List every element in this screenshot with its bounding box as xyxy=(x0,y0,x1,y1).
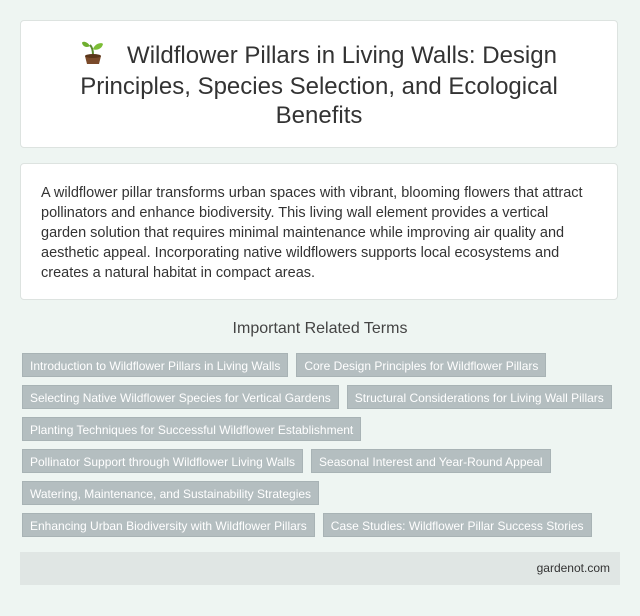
page-title xyxy=(21,39,617,130)
footer-site-link[interactable]: gardenot.com xyxy=(536,561,610,575)
related-term-tag[interactable]: Introduction to Wildflower Pillars in Living Walls xyxy=(22,353,288,377)
related-term-tag[interactable]: Case Studies: Wildflower Pillar Success Stories xyxy=(323,513,592,537)
description-text: A wildflower pillar transforms urban spaces with vibrant, blooming flowers that attract pollinators and enhance biodiversity. This living wall element provides a vertical garden solution that requires minimal maintenance while improving air quality and aesthetic appeal. Incorporating native wildflowers supports local ecosystems and creates a natural habitat in compact areas. xyxy=(41,185,583,281)
title-text: Wildflower Pillars in Living Walls: Design Principles, Species Selection, and Ecological Benefits xyxy=(80,41,558,129)
related-term-tag[interactable]: Structural Considerations for Living Wall Pillars xyxy=(347,385,612,409)
related-terms-list xyxy=(22,353,622,545)
related-terms-heading: Important Related Terms xyxy=(232,320,408,337)
related-term-tag[interactable]: Seasonal Interest and Year-Round Appeal xyxy=(311,449,551,473)
sprout-icon xyxy=(81,39,105,72)
related-term-tag[interactable]: Planting Techniques for Successful Wildflower Establishment xyxy=(22,417,361,441)
related-term-tag[interactable]: Core Design Principles for Wildflower Pillars xyxy=(296,353,546,377)
related-term-tag[interactable]: Enhancing Urban Biodiversity with Wildflower Pillars xyxy=(22,513,315,537)
title-card xyxy=(20,20,618,148)
related-term-tag[interactable]: Pollinator Support through Wildflower Living Walls xyxy=(22,449,303,473)
footer xyxy=(20,552,620,585)
related-term-tag[interactable]: Selecting Native Wildflower Species for Vertical Gardens xyxy=(22,385,339,409)
related-term-tag[interactable]: Watering, Maintenance, and Sustainability Strategies xyxy=(22,481,319,505)
description-card xyxy=(20,163,618,300)
